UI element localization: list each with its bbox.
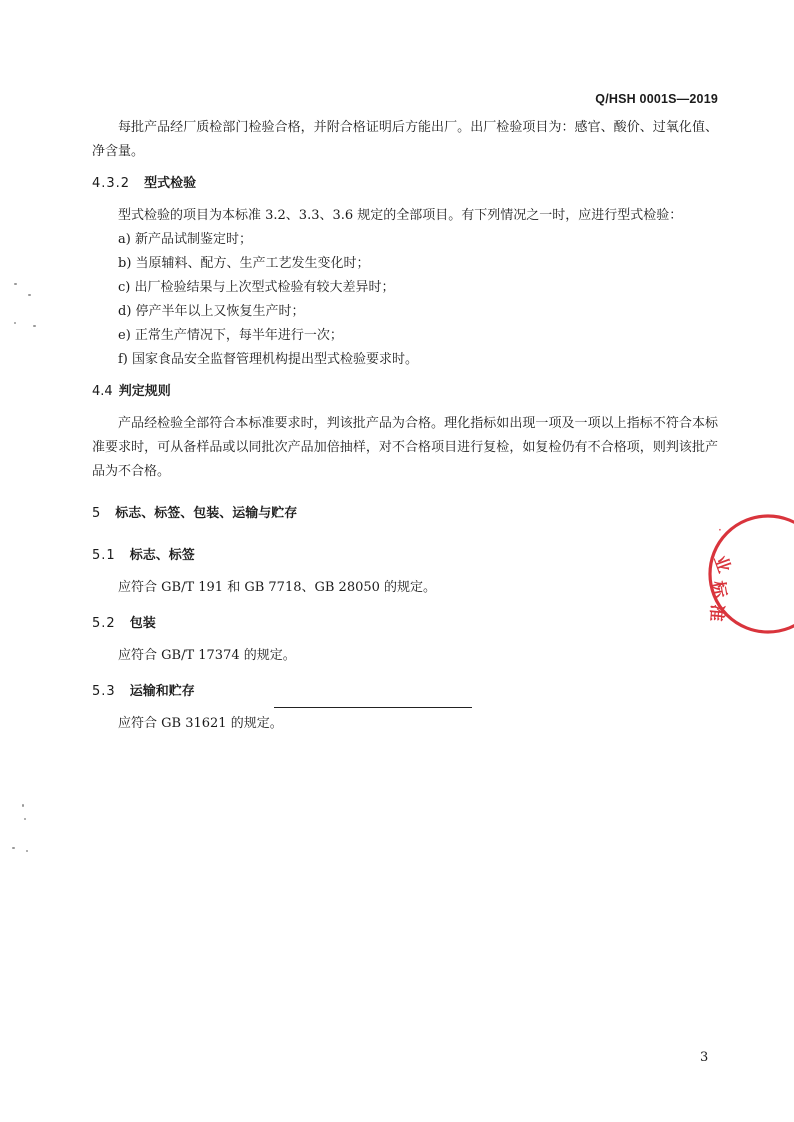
heading-4-3-2 [92,172,718,196]
svg-text:准: 准 [705,603,727,623]
heading-number: 5.3 [92,684,116,699]
heading-title: 标志、标签、包装、运输与贮存 [115,506,298,521]
heading-title: 判定规则 [118,384,171,399]
svg-text:标: 标 [707,579,730,600]
red-seal-stamp [698,504,794,644]
heading-title: 型式检验 [144,176,197,191]
heading-number: 4.3.2 [92,176,131,191]
paragraph-judgement: 产品经检验全部符合本标准要求时，判该批产品为合格。理化指标如出现一项及一项以上指标不符合本标准要求时，可从备样品或以同批次产品加倍抽样，对不合格项目进行复检，如复检仍有不合格项，则判该批产品为不合格。 [92,416,718,479]
svg-text:业: 业 [709,552,734,576]
standard-code: Q/HSH 0001S—2019 [595,92,718,106]
paragraph-5-1: 应符合 GB/T 191 和 GB 7718、GB 28050 的规定。 [118,580,437,595]
heading-5-1 [92,544,718,568]
heading-title: 运输和贮存 [129,684,195,699]
heading-number: 5.1 [92,548,116,563]
list-item: a) 新产品试制鉴定时； [118,232,252,247]
end-of-standard-rule [274,707,472,708]
heading-5-3 [92,680,718,704]
list-item: e) 正常生产情况下，每半年进行一次； [118,328,343,343]
heading-number: 5 [92,506,102,521]
svg-text:·: · [718,523,722,537]
heading-number: 4.4 [92,384,113,399]
page-number: 3 [700,1050,709,1065]
paragraph-type-inspection-intro: 型式检验的项目为本标准 3.2、3.3、3.6 规定的全部项目。有下列情况之一时，应进行型式检验： [118,208,683,223]
heading-number: 5.2 [92,616,116,631]
heading-title: 包装 [129,616,156,631]
heading-5-2 [92,612,718,636]
list-item: c) 出厂检验结果与上次型式检验有较大差异时； [118,280,395,295]
document-body [92,116,718,736]
list-item: d) 停产半年以上又恢复生产时； [118,304,305,319]
paragraph-5-3: 应符合 GB 31621 的规定。 [118,716,283,731]
paragraph-factory-inspection: 每批产品经厂质检部门检验合格，并附合格证明后方能出厂。出厂检验项目为：感官、酸价、过氧化值、净含量。 [92,120,718,159]
heading-title: 标志、标签 [129,548,195,563]
paragraph-5-2: 应符合 GB/T 17374 的规定。 [118,648,296,663]
list-item: b) 当原辅料、配方、生产工艺发生变化时； [118,256,370,271]
heading-5 [92,502,718,526]
list-item: f) 国家食品安全监督管理机构提出型式检验要求时。 [118,352,419,367]
heading-4-4 [92,380,718,404]
